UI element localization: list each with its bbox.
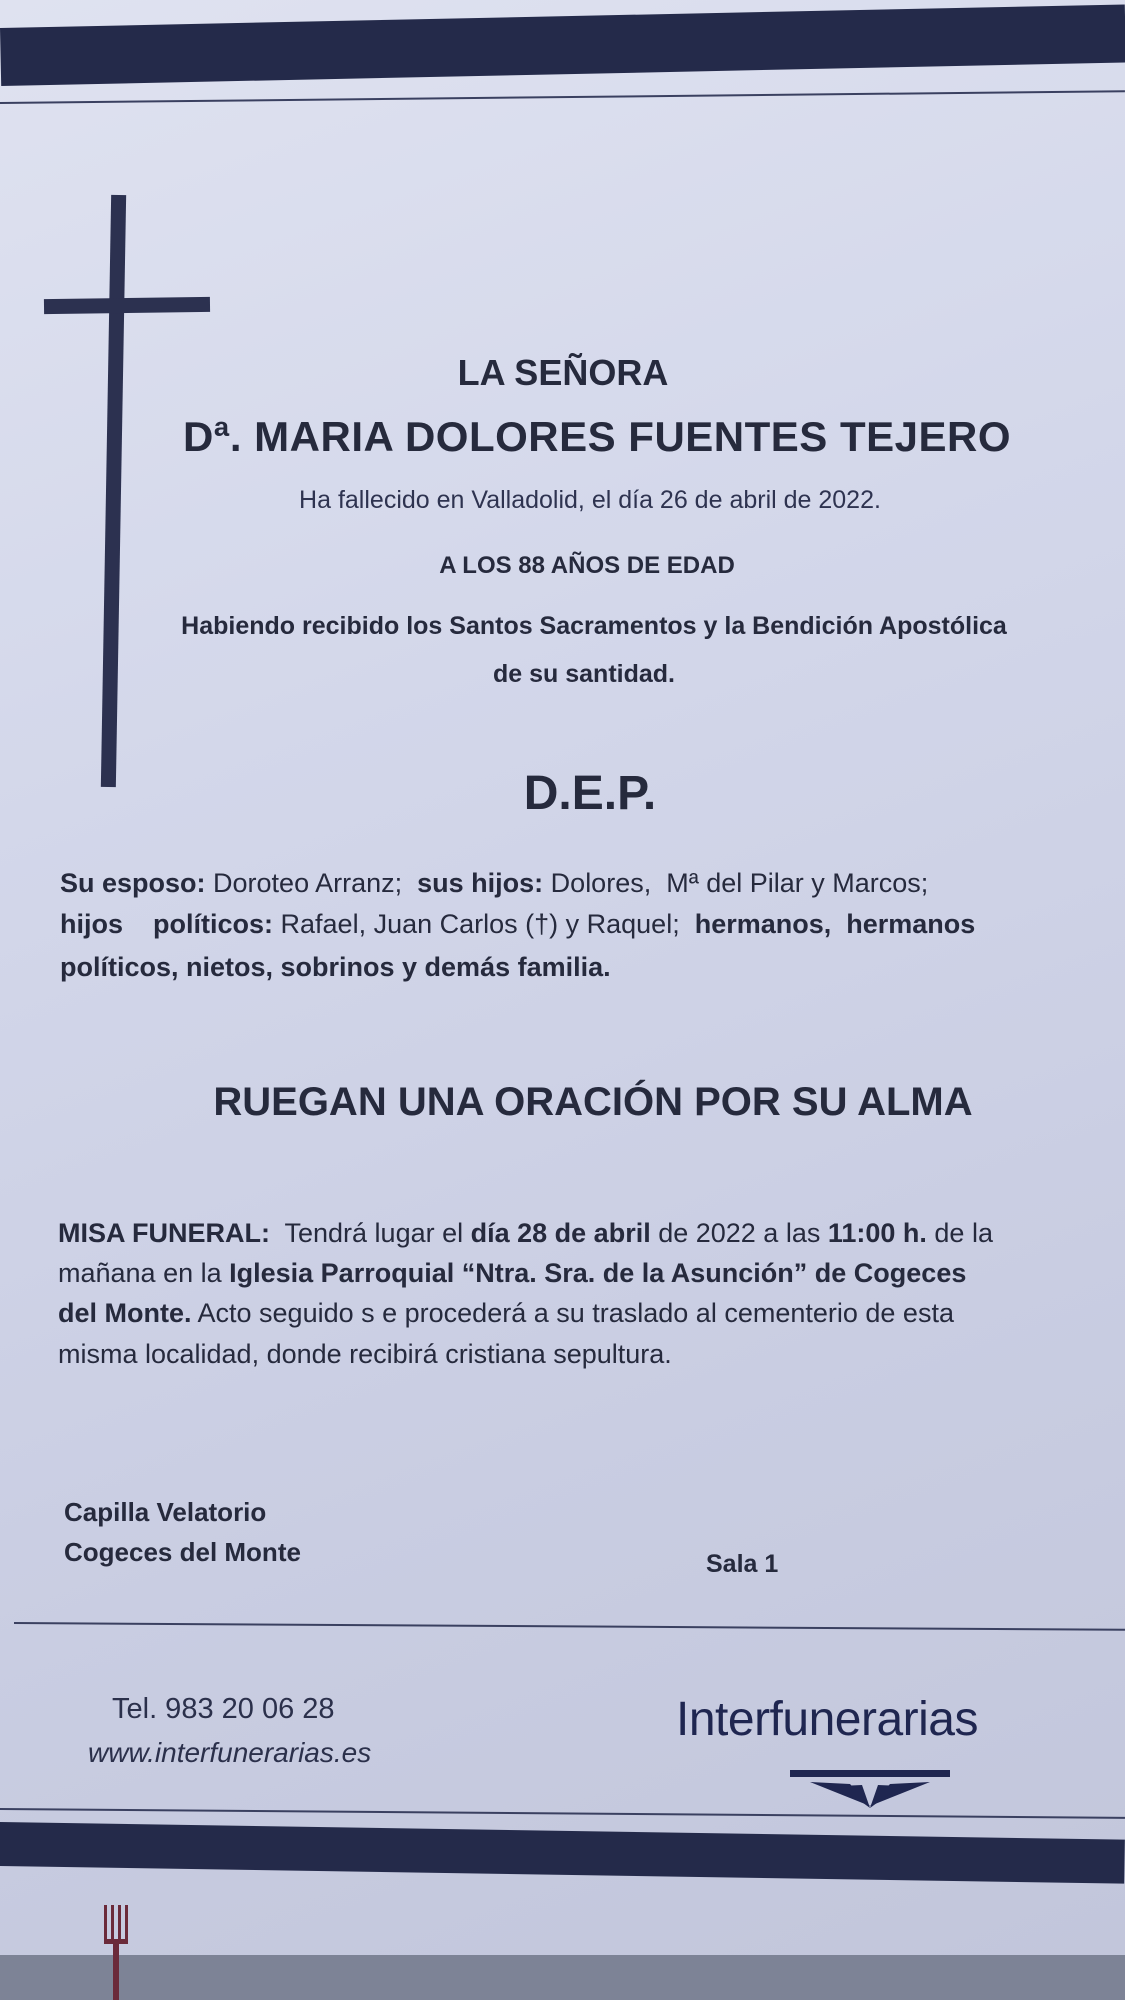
top-divider-line bbox=[0, 90, 1125, 104]
website-url: www.interfunerarias.es bbox=[88, 1737, 372, 1768]
town-name: del Monte. bbox=[58, 1298, 192, 1328]
fork-icon bbox=[96, 1905, 136, 2000]
politicos-names: Rafael, Juan Carlos (†) y Raquel; bbox=[273, 909, 695, 939]
politicos-label: hijos políticos: bbox=[60, 909, 274, 939]
prayer-heading: RUEGAN UNA ORACIÓN POR SU ALMA bbox=[213, 1080, 973, 1124]
title-honorific: LA SEÑORA bbox=[457, 352, 669, 393]
bottom-border-band bbox=[0, 1822, 1125, 1884]
funeral-line-4: misma localidad, donde recibirá cristiana sepultura. bbox=[58, 1339, 672, 1369]
hermanos-text: hermanos, hermanos bbox=[694, 909, 976, 939]
family-line-3: políticos, nietos, sobrinos y demás familia. bbox=[60, 952, 611, 982]
background-surface bbox=[0, 1955, 1125, 2000]
funeral-text: de la bbox=[926, 1218, 993, 1248]
brand-logo-text: Interfunerarias bbox=[676, 1693, 978, 1746]
funeral-text: de 2022 a las bbox=[650, 1218, 828, 1248]
esposo-name: Doroteo Arranz; bbox=[205, 868, 418, 898]
age-line: A LOS 88 AÑOS DE EDAD bbox=[439, 552, 735, 579]
brand-mark-icon bbox=[790, 1770, 950, 1812]
chapel-line-2: Cogeces del Monte bbox=[64, 1537, 301, 1567]
top-border-band bbox=[0, 4, 1125, 86]
sacraments-line-2: de su santidad. bbox=[493, 660, 675, 688]
funeral-text: Tendrá lugar el bbox=[269, 1218, 471, 1248]
church-name: Iglesia Parroquial “Ntra. Sra. de la Asunción” de Cogeces bbox=[229, 1258, 967, 1288]
deceased-name: Dª. MARIA DOLORES FUENTES TEJERO bbox=[182, 413, 1012, 460]
family-line-2 bbox=[60, 909, 975, 940]
room-label: Sala 1 bbox=[706, 1550, 779, 1578]
chapel-line-1: Capilla Velatorio bbox=[64, 1497, 267, 1527]
funeral-text: mañana en la bbox=[58, 1258, 230, 1288]
funeral-label: MISA FUNERAL: bbox=[58, 1218, 270, 1248]
cross-icon-arm bbox=[44, 297, 210, 314]
cross-icon bbox=[101, 195, 126, 787]
death-line: Ha fallecido en Valladolid, el día 26 de abril de 2022. bbox=[299, 486, 881, 514]
sacraments-line-1: Habiendo recibido los Santos Sacramentos y la Bendición Apostólica bbox=[181, 612, 1007, 640]
footer-divider-line bbox=[14, 1622, 1125, 1631]
funeral-date: día 28 de abril bbox=[470, 1218, 651, 1248]
esposo-label: Su esposo: bbox=[60, 868, 206, 898]
funeral-line-3 bbox=[58, 1298, 1098, 1329]
dep-heading: D.E.P. bbox=[523, 767, 657, 820]
phone-number: Tel. 983 20 06 28 bbox=[112, 1693, 335, 1725]
hijos-names: Dolores, Mª del Pilar y Marcos; bbox=[543, 868, 929, 898]
funeral-line-1 bbox=[58, 1218, 1098, 1249]
funeral-line-2 bbox=[58, 1258, 1098, 1289]
funeral-time: 11:00 h. bbox=[827, 1218, 927, 1248]
hijos-label: sus hijos: bbox=[417, 868, 544, 898]
funeral-text: Acto seguido s e procederá a su traslado al cementerio de esta bbox=[191, 1298, 954, 1328]
family-line-1 bbox=[60, 868, 928, 899]
bottom-divider-line bbox=[0, 1808, 1125, 1819]
